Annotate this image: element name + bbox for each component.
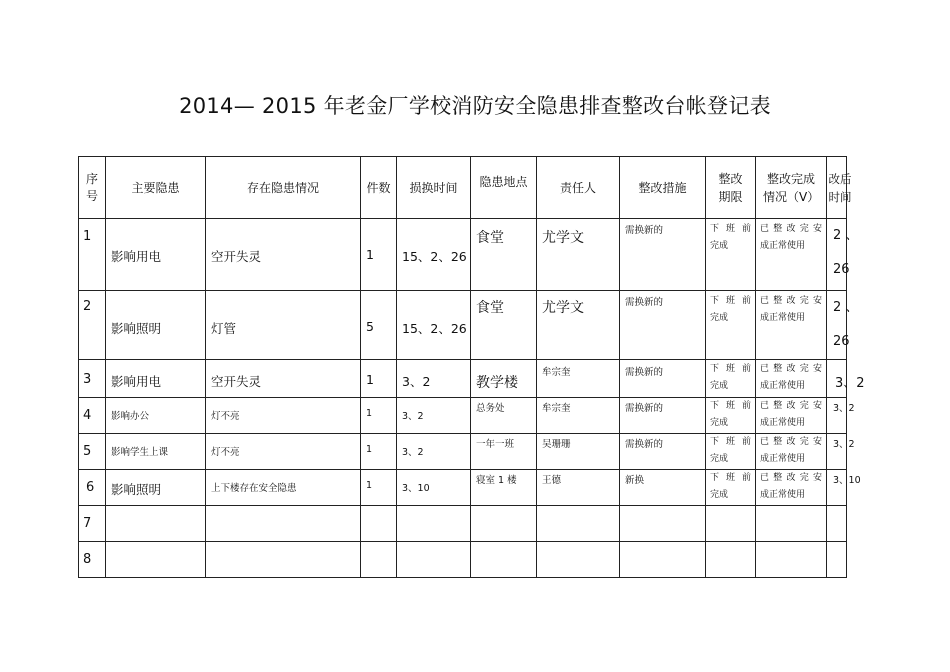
owner-cell: 尤学文 <box>537 219 620 291</box>
hazard-cell: 影响用电 <box>106 360 206 398</box>
header-location: 隐患地点 <box>471 157 537 219</box>
header-owner: 责任人 <box>537 157 620 219</box>
after-time-cell: 3、2 <box>827 398 847 434</box>
count-cell: 1 <box>361 470 397 506</box>
seq-cell: 1 <box>79 219 106 291</box>
empty-cell <box>106 506 206 542</box>
ledger-table <box>78 156 865 578</box>
hazard-cell: 影响照明 <box>106 470 206 506</box>
count-cell: 1 <box>361 219 397 291</box>
header-count: 件数 <box>361 157 397 219</box>
situation-cell: 灯不亮 <box>206 434 361 470</box>
empty-cell <box>537 542 620 578</box>
header-row <box>79 157 847 219</box>
empty-cell <box>827 506 847 542</box>
empty-cell <box>756 542 827 578</box>
measure-cell: 需换新的 <box>620 434 706 470</box>
after-time-cell: 2 、 26 <box>827 219 847 291</box>
measure-cell: 需换新的 <box>620 360 706 398</box>
hazard-cell: 影响办公 <box>106 398 206 434</box>
deadline-cell: 下 班 前 完成 <box>706 470 756 506</box>
location-cell: 总务处 <box>471 398 537 434</box>
empty-cell <box>620 506 706 542</box>
empty-cell <box>827 542 847 578</box>
count-cell: 1 <box>361 434 397 470</box>
table-row <box>79 434 847 470</box>
after-time-cell: 2 、 26 <box>827 291 847 360</box>
table-row <box>79 360 847 398</box>
seq-cell: 2 <box>79 291 106 360</box>
header-status: 整改完成情况（V） <box>756 157 827 219</box>
seq-cell: 5 <box>79 434 106 470</box>
measure-cell: 需换新的 <box>620 398 706 434</box>
status-cell: 已 整 改 完 安 成正常使用 <box>756 470 827 506</box>
count-cell: 1 <box>361 360 397 398</box>
deadline-cell: 下 班 前 完成 <box>706 219 756 291</box>
situation-cell: 上下楼存在安全隐患 <box>206 470 361 506</box>
empty-cell <box>471 506 537 542</box>
empty-cell <box>361 506 397 542</box>
situation-cell: 空开失灵 <box>206 360 361 398</box>
header-after-time: 改后时间 <box>827 157 847 219</box>
owner-cell: 牟宗奎 <box>537 398 620 434</box>
seq-cell: 8 <box>79 542 106 578</box>
location-cell: 食堂 <box>471 219 537 291</box>
status-cell: 已 整 改 完 安 成正常使用 <box>756 360 827 398</box>
empty-cell <box>620 542 706 578</box>
hazard-cell: 影响照明 <box>106 291 206 360</box>
after-time-cell: 3、2 <box>827 434 847 470</box>
empty-cell <box>106 542 206 578</box>
empty-cell <box>361 542 397 578</box>
header-replace-time: 损换时间 <box>397 157 471 219</box>
table-row <box>79 291 847 360</box>
header-deadline: 整改期限 <box>706 157 756 219</box>
seq-cell: 4 <box>79 398 106 434</box>
empty-cell <box>537 506 620 542</box>
situation-cell: 灯管 <box>206 291 361 360</box>
after-time-cell: 3、2 <box>827 360 847 398</box>
status-cell: 已 整 改 完 安 成正常使用 <box>756 219 827 291</box>
seq-cell: 6 <box>79 470 106 506</box>
location-cell: 食堂 <box>471 291 537 360</box>
measure-cell: 需换新的 <box>620 291 706 360</box>
status-cell: 已 整 改 完 安 成正常使用 <box>756 398 827 434</box>
deadline-cell: 下 班 前 完成 <box>706 398 756 434</box>
situation-cell: 空开失灵 <box>206 219 361 291</box>
owner-cell: 尤学文 <box>537 291 620 360</box>
page-title: 2014— 2015 年老金厂学校消防安全隐患排查整改台帐登记表 <box>179 94 771 118</box>
empty-cell <box>397 542 471 578</box>
empty-cell <box>706 542 756 578</box>
header-seq: 序号 <box>79 157 106 219</box>
count-cell: 5 <box>361 291 397 360</box>
header-hazard: 主要隐患 <box>106 157 206 219</box>
time-cell: 3、2 <box>397 398 471 434</box>
time-cell: 15、2、26 <box>397 219 471 291</box>
status-cell: 已 整 改 完 安 成正常使用 <box>756 291 827 360</box>
after-time-cell: 3、10 <box>827 470 847 506</box>
table-row <box>79 506 847 542</box>
empty-cell <box>206 506 361 542</box>
header-measure: 整改措施 <box>620 157 706 219</box>
hazard-cell: 影响学生上课 <box>106 434 206 470</box>
owner-cell: 牟宗奎 <box>537 360 620 398</box>
table-row <box>79 542 847 578</box>
table-row <box>79 219 847 291</box>
table-row <box>79 470 847 506</box>
location-cell: 教学楼 <box>471 360 537 398</box>
table-row <box>79 398 847 434</box>
owner-cell: 王德 <box>537 470 620 506</box>
location-cell: 寝室 1 楼 <box>471 470 537 506</box>
empty-cell <box>706 506 756 542</box>
empty-cell <box>471 542 537 578</box>
empty-cell <box>756 506 827 542</box>
time-cell: 3、2 <box>397 434 471 470</box>
empty-cell <box>206 542 361 578</box>
hazard-cell: 影响用电 <box>106 219 206 291</box>
location-cell: 一年一班 <box>471 434 537 470</box>
status-cell: 已 整 改 完 安 成正常使用 <box>756 434 827 470</box>
owner-cell: 吴珊珊 <box>537 434 620 470</box>
time-cell: 3、2 <box>397 360 471 398</box>
time-cell: 3、10 <box>397 470 471 506</box>
seq-cell: 7 <box>79 506 106 542</box>
empty-cell <box>397 506 471 542</box>
deadline-cell: 下 班 前 完成 <box>706 291 756 360</box>
count-cell: 1 <box>361 398 397 434</box>
deadline-cell: 下 班 前 完成 <box>706 434 756 470</box>
measure-cell: 需换新的 <box>620 219 706 291</box>
time-cell: 15、2、26 <box>397 291 471 360</box>
header-situation: 存在隐患情况 <box>206 157 361 219</box>
deadline-cell: 下 班 前 完成 <box>706 360 756 398</box>
measure-cell: 新换 <box>620 470 706 506</box>
seq-cell: 3 <box>79 360 106 398</box>
situation-cell: 灯不亮 <box>206 398 361 434</box>
